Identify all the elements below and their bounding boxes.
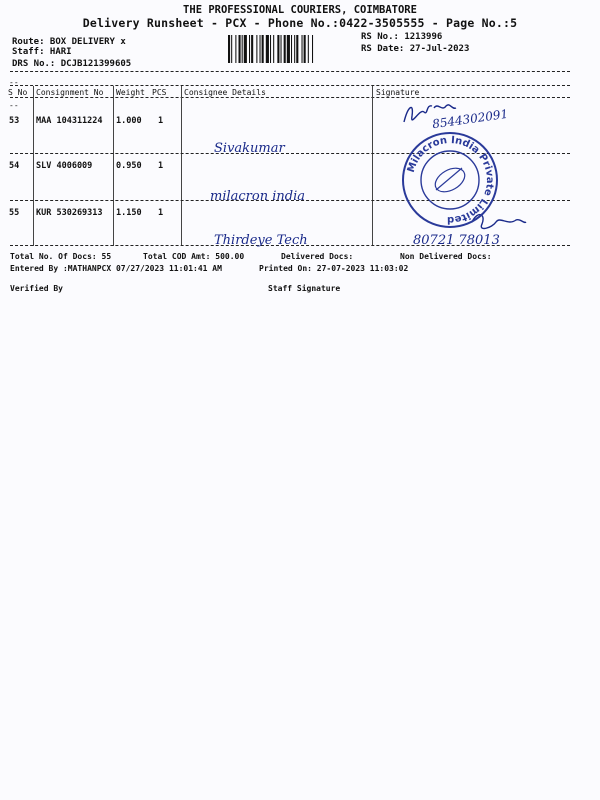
barcode-bar — [281, 35, 282, 63]
column-line — [372, 86, 373, 246]
barcode-bar — [270, 35, 271, 63]
barcode-bar — [308, 35, 309, 63]
row-pcs: 1 — [158, 116, 164, 126]
barcode-bar — [291, 35, 292, 63]
verified-by: Verified By — [10, 284, 63, 293]
row-weight: 0.950 — [116, 161, 142, 171]
barcode-bar — [235, 35, 236, 63]
barcode-bar — [304, 35, 306, 63]
divider — [10, 97, 570, 98]
row-sno: 55 — [9, 208, 20, 218]
row-consignment: SLV 4006009 — [36, 161, 93, 171]
barcode-bar — [284, 35, 286, 63]
barcode-bar — [244, 35, 247, 63]
signature-phone-3: 80721 78013 — [413, 233, 500, 248]
col-sno: S No — [8, 88, 28, 97]
consignee-name-2: milacron india — [210, 189, 305, 204]
printed-on: Printed On: 27-07-2023 11:03:02 — [259, 264, 409, 273]
row-consignment: MAA 104311224 — [36, 116, 103, 126]
barcode-bar — [239, 35, 241, 63]
stamp-text: Milacron India Private Limited — [405, 134, 496, 226]
barcode-bar — [296, 35, 298, 63]
row-weight: 1.150 — [116, 208, 142, 218]
svg-text:Milacron India Private Limited — [406, 135, 495, 225]
barcode-bar — [251, 35, 253, 63]
row-sno: 53 — [9, 116, 20, 126]
barcode-bar — [277, 35, 279, 63]
barcode-bar — [312, 35, 313, 63]
staff-label: Staff: HARI — [12, 47, 72, 57]
delivered-docs: Delivered Docs: — [281, 252, 354, 261]
barcode-bar — [242, 35, 243, 63]
column-line — [113, 86, 114, 246]
column-line — [33, 86, 34, 246]
consignee-name-3: Thirdeye Tech — [214, 233, 308, 248]
route-label: Route: BOX DELIVERY x — [12, 37, 126, 47]
barcode-bar — [256, 35, 257, 63]
col-consignment: Consignment No — [36, 88, 104, 97]
rs-number: RS No.: 1213996 — [361, 32, 443, 42]
col-weight: Weight — [116, 88, 145, 97]
barcode-bar — [231, 35, 232, 63]
row-weight: 1.000 — [116, 116, 142, 126]
row-pcs: 1 — [158, 208, 164, 218]
row-pcs: 1 — [158, 161, 164, 171]
col-consignee: Consignee Details — [184, 88, 266, 97]
divider — [10, 71, 570, 72]
barcode — [228, 35, 356, 63]
barcode-bar — [262, 35, 264, 63]
barcode-bar — [287, 35, 290, 63]
barcode-bar — [266, 35, 269, 63]
company-stamp — [400, 130, 500, 230]
divider — [10, 85, 570, 86]
total-cod: Total COD Amt: 500.00 — [143, 252, 245, 261]
staff-signature: Staff Signature — [268, 284, 341, 293]
barcode-bar — [249, 35, 250, 63]
total-docs: Total No. Of Docs: 55 — [10, 252, 112, 261]
non-delivered-docs: Non Delivered Docs: — [400, 252, 492, 261]
dash-mark: -- — [9, 78, 19, 87]
runsheet-title: Delivery Runsheet - PCX - Phone No.:0422-3505555 - Page No.:5 — [82, 16, 518, 30]
company-title: THE PROFESSIONAL COURIERS, COIMBATORE — [183, 4, 417, 16]
drs-number: DRS No.: DCJB121399605 — [12, 59, 132, 69]
barcode-bar — [273, 35, 274, 63]
consignee-name-1: Sivakumar — [214, 141, 285, 156]
barcode-bar — [302, 35, 303, 63]
col-pcs: PCS — [152, 88, 167, 97]
row-sno: 54 — [9, 161, 20, 171]
barcode-bar — [294, 35, 295, 63]
rs-date: RS Date: 27-Jul-2023 — [361, 44, 470, 54]
column-line — [181, 86, 182, 246]
entered-by: Entered By :MATHANPCX 07/27/2023 11:01:41 AM — [10, 264, 222, 273]
col-signature: Signature — [376, 88, 420, 97]
barcode-bar — [228, 35, 230, 63]
row-consignment: KUR 530269313 — [36, 208, 103, 218]
dash-mark: -- — [9, 101, 19, 110]
barcode-bar — [260, 35, 261, 63]
signature-phone-1: 8544302091 — [431, 106, 509, 132]
